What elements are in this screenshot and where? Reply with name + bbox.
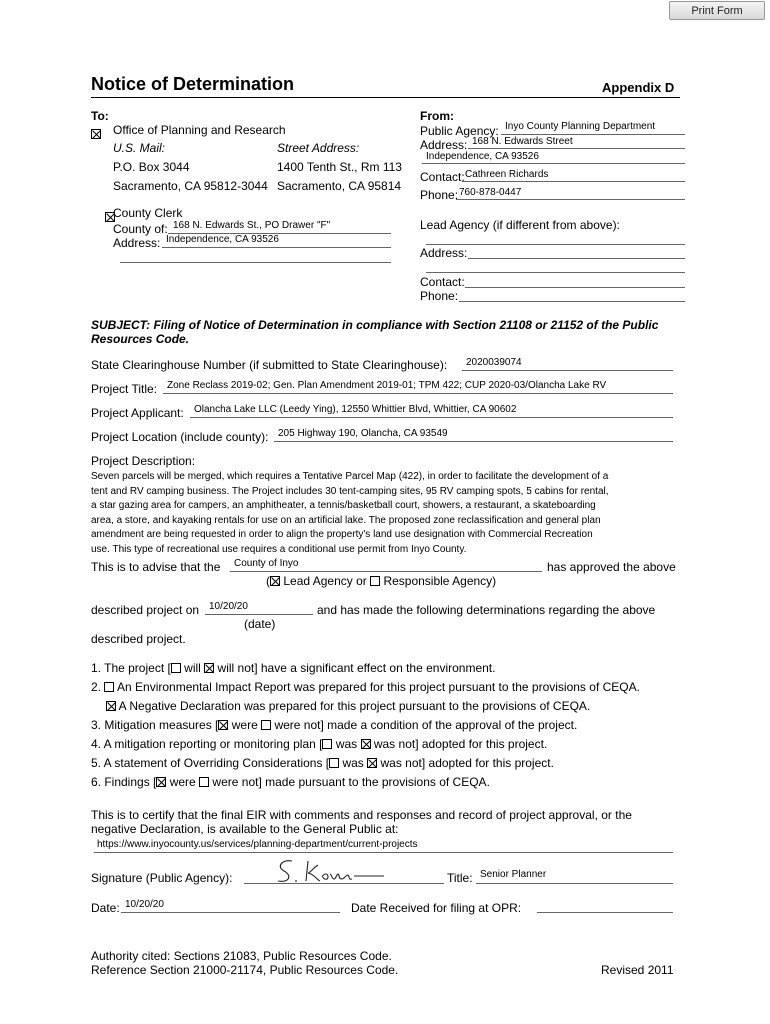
from-contact-underline — [462, 181, 685, 182]
subject-line-1: SUBJECT: Filing of Notice of Determination in compliance with Section 21108 or 21152 of the Public — [91, 318, 659, 332]
opr-checkbox[interactable] — [91, 129, 101, 139]
reference-section: Reference Section 21000-21174, Public Resources Code. — [91, 963, 399, 977]
print-form-button[interactable]: Print Form — [669, 1, 765, 20]
sch-number-label: State Clearinghouse Number (if submitted to State Clearinghouse): — [91, 358, 448, 372]
from-contact-label: Contact: — [420, 170, 465, 184]
opr-mail-line1: P.O. Box 3044 — [113, 160, 190, 174]
opr-name: Office of Planning and Research — [113, 123, 286, 137]
county-clerk-label: County Clerk — [113, 206, 183, 220]
from-address-field-2[interactable]: Independence, CA 93526 — [426, 151, 539, 162]
signature-date-field[interactable]: 10/20/20 — [125, 899, 164, 910]
negative-declaration-checkbox[interactable] — [106, 701, 116, 711]
from-phone-label: Phone: — [420, 188, 459, 202]
us-mail-label: U.S. Mail: — [113, 141, 166, 155]
county-address-underline-2 — [120, 262, 391, 263]
page-title: Notice of Determination — [91, 74, 295, 94]
appendix-label: Appendix D — [602, 80, 675, 95]
approving-agency-field[interactable]: County of Inyo — [234, 558, 299, 569]
title-label: Title: — [447, 871, 473, 885]
overriding-was-not-checkbox[interactable] — [367, 758, 377, 768]
subject-line-2: Resources Code. — [91, 332, 190, 346]
signature-label: Signature (Public Agency): — [91, 871, 233, 885]
lead-phone-underline — [459, 301, 685, 302]
signature-date-underline — [121, 912, 340, 913]
title-rule — [91, 97, 680, 98]
overriding-was-checkbox[interactable] — [329, 758, 339, 768]
description-line: tent and RV camping business. The Project includes 30 tent-camping sites, 95 RV camping spots, 5 cabins for rental, — [91, 485, 609, 497]
public-agency-underline — [501, 134, 685, 135]
findings-were-checkbox[interactable] — [156, 777, 166, 787]
described-suffix: and has made the following determinations regarding the above — [317, 603, 656, 617]
d1-will-not: will not] have a significant effect on the environment. — [217, 661, 496, 675]
determination-1 — [91, 661, 495, 675]
from-phone-underline — [456, 199, 685, 200]
from-phone-field[interactable]: 760-878-0447 — [459, 187, 522, 198]
lead-phone-label: Phone: — [420, 289, 459, 303]
project-applicant-label: Project Applicant: — [91, 406, 184, 420]
from-address-label: Address: — [420, 138, 468, 152]
from-address-underline-2 — [422, 163, 685, 164]
responsible-agency-option: Responsible Agency) — [383, 574, 497, 588]
certify-line-2: negative Declaration, is available to the General Public at: — [91, 822, 399, 836]
d5-was-not: was not] adopted for this project. — [380, 756, 554, 770]
lead-agency-option: Lead Agency or — [283, 574, 367, 588]
date-received-underline — [537, 912, 673, 913]
determination-2 — [91, 680, 640, 694]
certify-line-1: This is to certify that the final EIR with comments and responses and record of project approval, or the — [91, 808, 632, 822]
signer-title-underline — [476, 883, 673, 884]
county-of-label: County of: — [113, 222, 168, 236]
determination-4 — [91, 737, 547, 751]
date-label: Date: — [91, 901, 120, 915]
availability-url-underline — [94, 852, 673, 853]
determination-5 — [91, 756, 554, 770]
from-address-underline-1 — [468, 148, 685, 149]
description-line: Seven parcels will be merged, which requires a Tentative Parcel Map (422), in order to facilitate the development of a — [91, 471, 609, 482]
d1-prefix: 1. The project [ — [91, 661, 171, 675]
project-location-label: Project Location (include county): — [91, 430, 269, 444]
d4-was: was — [335, 737, 358, 751]
to-label: To: — [91, 109, 109, 123]
project-title-field[interactable]: Zone Reclass 2019-02; Gen. Plan Amendment 2019-01; TPM 422; CUP 2020-03/Olancha Lake RV — [167, 380, 607, 391]
mitigation-were-checkbox[interactable] — [218, 720, 228, 730]
lead-agency-checkbox[interactable] — [270, 576, 280, 586]
approving-agency-underline — [230, 571, 542, 572]
lead-address-underline — [468, 258, 685, 259]
d6-were-not: were not] made pursuant to the provisions of CEQA. — [212, 775, 490, 789]
from-label: From: — [420, 109, 454, 123]
county-address-field[interactable]: Independence, CA 93526 — [166, 234, 279, 245]
project-location-underline — [274, 441, 673, 442]
description-line: a star gazing area for campers, an amphitheater, a tennis/basketball court, showers, a restaurant, a skateboarding — [91, 500, 596, 511]
sch-number-field[interactable]: 2020039074 — [466, 357, 522, 368]
street-address-label: Street Address: — [277, 141, 360, 155]
opr-street-line1: 1400 Tenth St., Rm 113 — [277, 160, 402, 174]
date-caption: (date) — [244, 617, 276, 631]
d3-prefix: 3. Mitigation measures [ — [91, 718, 219, 732]
availability-url-field[interactable]: https://www.inyocounty.us/services/planning-department/current-projects — [97, 839, 418, 850]
description-line: amendment are being requested in order to align the property's land use designation with Commercial Recreation — [91, 529, 593, 540]
d6-prefix: 6. Findings [ — [91, 775, 157, 789]
project-description-text — [91, 470, 691, 557]
lead-address-label: Address: — [420, 246, 468, 260]
date-received-label: Date Received for filing at OPR: — [351, 901, 522, 915]
approval-date-underline — [205, 614, 313, 615]
described-end: described project. — [91, 632, 186, 646]
lead-agency-label: Lead Agency (if different from above): — [420, 218, 620, 232]
county-of-field[interactable]: 168 N. Edwards St., PO Drawer "F" — [173, 220, 331, 231]
lead-address-underline-2 — [426, 272, 685, 273]
determination-6 — [91, 775, 490, 789]
agency-type-row: ( Lead Agency or Responsible Agency) — [266, 574, 497, 588]
d1-will: will — [184, 661, 201, 675]
d5-was: was — [342, 756, 364, 770]
project-title-label: Project Title: — [91, 382, 158, 396]
county-address-underline — [162, 247, 391, 248]
project-description-label: Project Description: — [91, 454, 196, 468]
d2-text: An Environmental Impact Report was prepared for this project pursuant to the provisions of CEQA. — [117, 680, 640, 694]
description-line: use. This type of recreational use requires a conditional use permit from Inyo County. — [91, 543, 467, 555]
county-address-label: Address: — [113, 236, 161, 250]
lead-contact-label: Contact: — [420, 275, 465, 289]
sch-number-underline — [462, 370, 673, 371]
project-applicant-underline — [190, 417, 673, 418]
d6-were: were — [169, 775, 196, 789]
public-agency-field[interactable]: Inyo County Planning Department — [505, 121, 656, 132]
from-address-field-1[interactable]: 168 N. Edwards Street — [472, 136, 573, 147]
will-checkbox[interactable] — [171, 663, 181, 673]
opr-street-line2: Sacramento, CA 95814 — [277, 179, 402, 193]
authority-cited: Authority cited: Sections 21083, Public Resources Code. — [91, 949, 392, 963]
d3-were: were — [231, 718, 258, 732]
findings-were-not-checkbox[interactable] — [199, 777, 209, 787]
monitoring-was-checkbox[interactable] — [322, 739, 332, 749]
d2b-text: A Negative Declaration was prepared for this project pursuant to the provisions of CEQA. — [118, 699, 591, 713]
determination-2b — [106, 699, 590, 713]
responsible-agency-checkbox[interactable] — [370, 576, 380, 586]
signer-title-field[interactable]: Senior Planner — [480, 869, 547, 880]
approval-date-field[interactable]: 10/20/20 — [209, 601, 248, 612]
d5-prefix: 5. A statement of Overriding Considerations [ — [91, 756, 330, 770]
d4-was-not: was not] adopted for this project. — [373, 737, 548, 751]
lead-agency-underline — [426, 244, 685, 245]
eir-checkbox[interactable] — [104, 682, 114, 692]
d3-were-not: were not] made a condition of the approval of the project. — [274, 718, 578, 732]
described-prefix: described project on — [91, 603, 200, 617]
d4-prefix: 4. A mitigation reporting or monitoring plan [ — [91, 737, 323, 751]
project-location-field[interactable]: 205 Highway 190, Olancha, CA 93549 — [278, 428, 448, 439]
advise-prefix: This is to advise that the — [91, 560, 221, 574]
advise-suffix: has approved the above — [547, 560, 676, 574]
from-contact-field[interactable]: Cathreen Richards — [465, 169, 549, 180]
monitoring-was-not-checkbox[interactable] — [361, 739, 371, 749]
mitigation-were-not-checkbox[interactable] — [261, 720, 271, 730]
revised-label: Revised 2011 — [601, 963, 674, 977]
d2-prefix: 2. — [91, 680, 102, 694]
description-line: area, a store, and kayaking rentals for use on an artificial lake. The proposed zone reclassification and general plan — [91, 514, 601, 526]
opr-mail-line2: Sacramento, CA 95812-3044 — [113, 179, 268, 193]
signature-image — [272, 855, 387, 887]
determination-3 — [91, 718, 577, 732]
project-title-underline — [163, 393, 673, 394]
lead-contact-underline — [465, 287, 685, 288]
will-not-checkbox[interactable] — [204, 663, 214, 673]
public-agency-label: Public Agency: — [420, 124, 499, 138]
project-applicant-field[interactable]: Olancha Lake LLC (Leedy Ying), 12550 Whittier Blvd, Whittier, CA 90602 — [194, 404, 517, 415]
